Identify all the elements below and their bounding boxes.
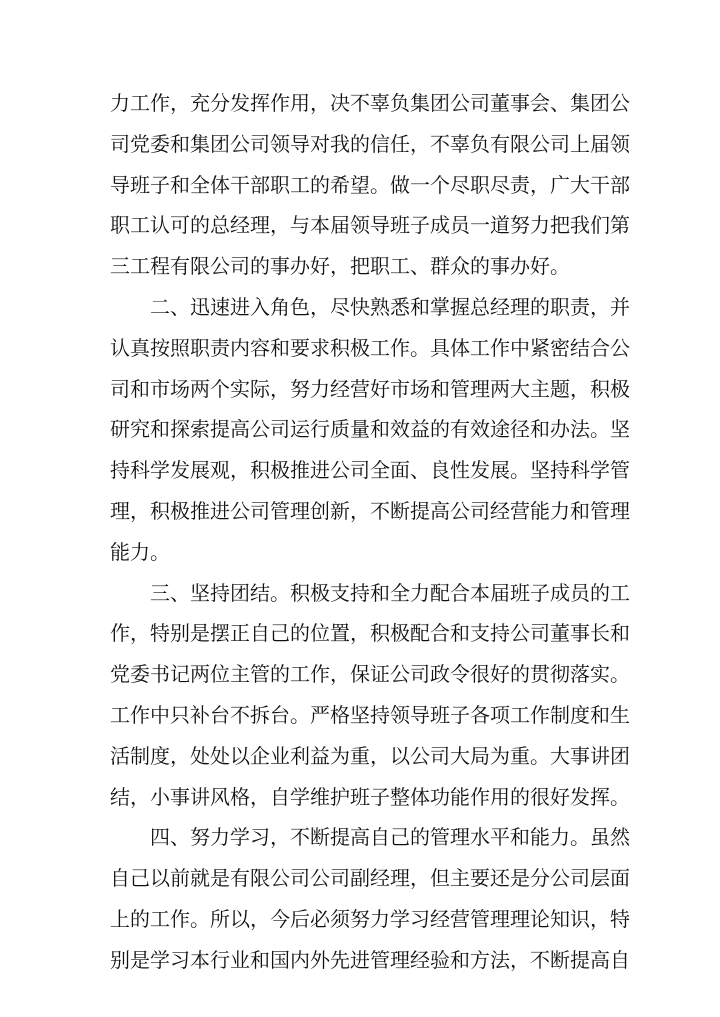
text-line: 导班子和全体干部职工的希望。做一个尽职尽责，广大干部 — [110, 172, 630, 197]
text-line: 研究和探索提高公司运行质量和效益的有效途径和办法。坚 — [110, 417, 630, 442]
text-line: 认真按照职责内容和要求积极工作。具体工作中紧密结合公 — [110, 335, 630, 360]
paragraph-first-line: 三、坚持团结。积极支持和全力配合本届班子成员的工 — [150, 580, 630, 605]
paragraph-first-line: 二、迅速进入角色，尽快熟悉和掌握总经理的职责，并 — [150, 294, 630, 319]
text-line: 力工作，充分发挥作用，决不辜负集团公司董事会、集团公 — [110, 91, 630, 115]
text-line: 能力。 — [110, 539, 170, 564]
text-line: 三工程有限公司的事办好，把职工、群众的事办好。 — [110, 254, 570, 279]
text-line: 理，积极推进公司管理创新，不断提高公司经营能力和管理 — [110, 498, 630, 523]
text-line: 上的工作。所以，今后必须努力学习经营管理理论知识，特 — [110, 906, 630, 931]
text-line: 职工认可的总经理，与本届领导班子成员一道努力把我们第 — [110, 213, 630, 238]
text-line: 活制度，处处以企业利益为重，以公司大局为重。大事讲团 — [110, 743, 630, 768]
text-line: 别是学习本行业和国内外先进管理经验和方法，不断提高自 — [110, 947, 630, 972]
text-line: 自己以前就是有限公司公司副经理，但主要还是分公司层面 — [110, 866, 630, 891]
text-line: 司党委和集团公司领导对我的信任，不辜负有限公司上届领 — [110, 131, 630, 156]
document-body — [110, 83, 630, 981]
text-line: 持科学发展观，积极推进公司全面、良性发展。坚持科学管 — [110, 458, 630, 483]
text-line: 党委书记两位主管的工作，保证公司政令很好的贯彻落实。 — [110, 662, 630, 687]
text-line: 工作中只补台不拆台。严格坚持领导班子各项工作制度和生 — [110, 702, 630, 727]
paragraph-first-line: 四、努力学习，不断提高自己的管理水平和能力。虽然 — [150, 825, 630, 850]
text-line: 作，特别是摆正自己的位置，积极配合和支持公司董事长和 — [110, 621, 630, 646]
text-line: 结，小事讲风格，自学维护班子整体功能作用的很好发挥。 — [110, 784, 630, 809]
text-line: 司和市场两个实际，努力经营好市场和管理两大主题，积极 — [110, 376, 630, 401]
